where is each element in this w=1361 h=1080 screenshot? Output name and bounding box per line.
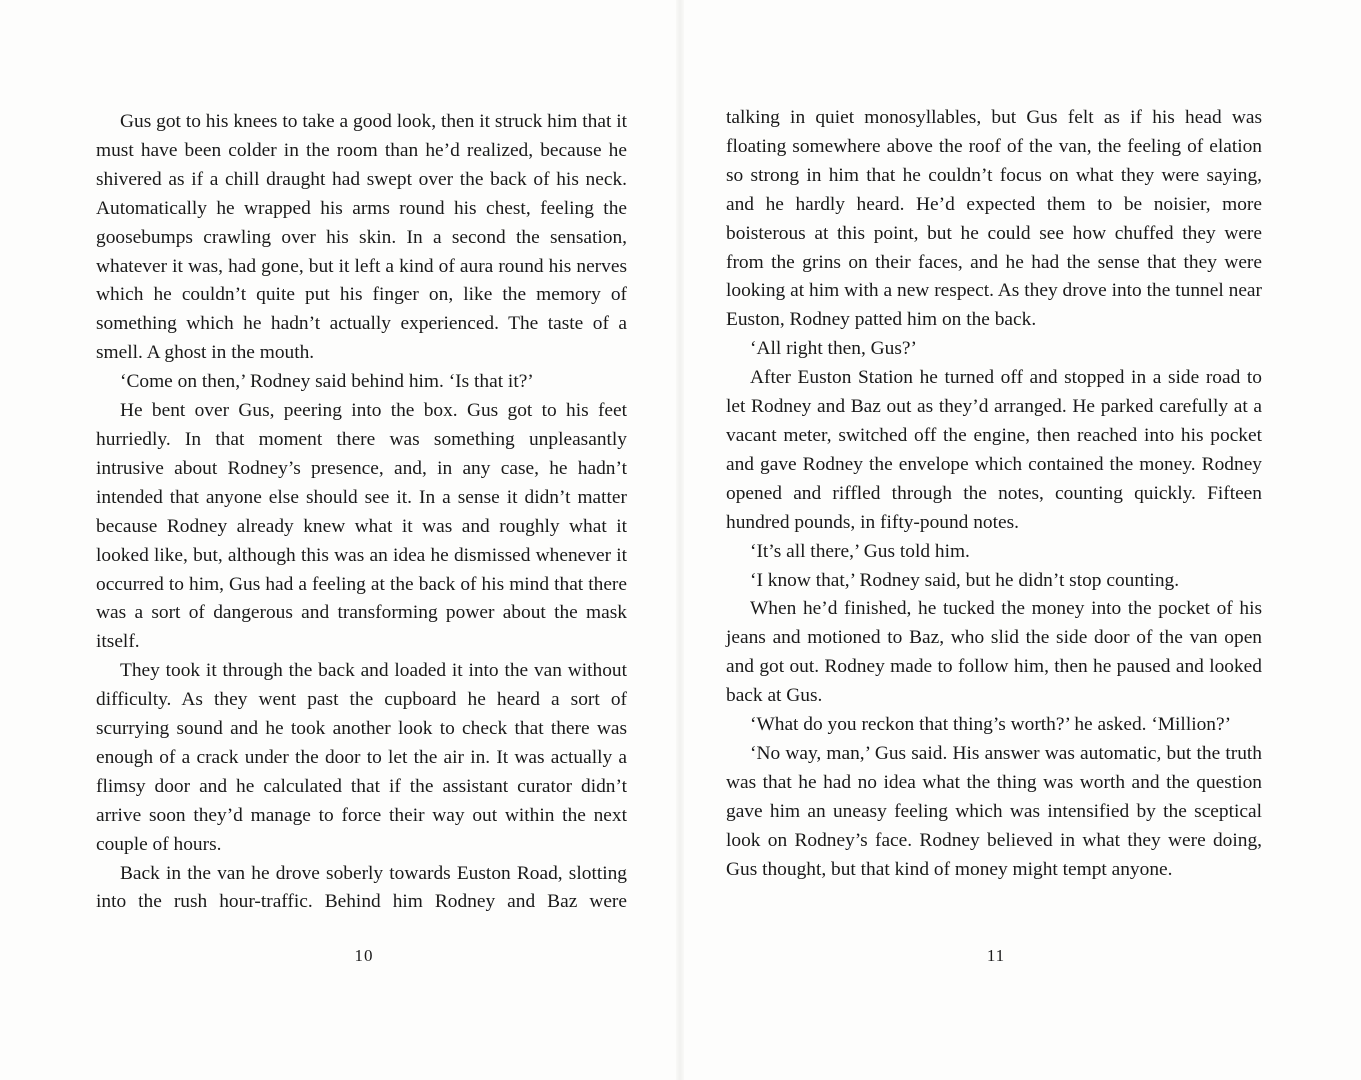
paragraph: ‘It’s all there,’ Gus told him.	[750, 540, 970, 562]
page-number-right: 11	[986, 946, 1006, 965]
paragraph: ‘No way, man,’ Gus said. His answer was automatic, but the truth was that he had no idea what the thing was worth and the question gave him an uneasy feeling which was intensified by the sceptical look on Rodney’s face. Rodney believed in what they were doing, Gus thought, but that kind of money might tempt anyone.	[726, 742, 1262, 880]
right-page	[680, 0, 1361, 1080]
paragraph: Gus got to his knees to take a good look, then it struck him that it must have been colder in the room than he’d realized, because he shivered as if a chill draught had swept over the back of his neck. Automatically he wrapped his arms round his chest, feeling the goosebumps crawling over his skin. In a second the sensation, whatever it was, had gone, but it left a kind of aura round his nerves which he couldn’t quite put his finger on, like the memory of something which he hadn’t actually experienced. The taste of a smell. A ghost in the mouth.	[96, 111, 627, 364]
paragraph: When he’d finished, he tucked the money into the pocket of his jeans and motioned to Baz, who slid the side door of the van open and got out. Rodney made to follow him, then he paused and looked back at Gus.	[726, 598, 1262, 707]
paragraph: They took it through the back and loaded it into the van without difficulty. As they went past the cupboard he heard a sort of scurrying sound and he took another look to check that there was enough of a crack under the door to let the air in. It was actually a flimsy door and he calculated that if the assistant curator didn’t arrive soon they’d manage to force their way out within the next couple of hours.	[96, 660, 627, 855]
paragraph: ‘All right then, Gus?’	[750, 338, 917, 360]
paragraph: Back in the van he drove soberly towards Euston Road, slotting into the rush hour-traffic. Behind him Rodney and Baz were	[96, 862, 627, 913]
paragraph: ‘What do you reckon that thing’s worth?’ he asked. ‘Million?’	[750, 714, 1232, 736]
left-page	[0, 0, 678, 1080]
left-page-text	[96, 108, 627, 917]
paragraph: He bent over Gus, peering into the box. Gus got to his feet hurriedly. In that moment there was something unpleasantly intrusive about Rodney’s presence, and, in any case, he hadn’t intended that anyone else should see it. In a sense it didn’t matter because Rodney already knew what it was and roughly what it looked like, but, although this was an idea he dismissed whenever it occurred to him, Gus had a feeling at the back of his mind that there was a sort of dangerous and transforming power about the mask itself.	[96, 400, 627, 653]
paragraph: talking in quiet monosyllables, but Gus felt as if his head was floating somewhere above the roof of the van, the feeling of elation so strong in him that he couldn’t focus on what they were saying, and he hardly heard. He’d expected them to be noisier, more boisterous at this point, but he could see how chuffed they were from the grins on their faces, and he had the sense that they were looking at him with a new respect. As they drove into the tunnel near Euston, Rodney patted him on the back.	[726, 107, 1262, 331]
paragraph: After Euston Station he turned off and stopped in a side road to let Rodney and Baz out as they’d arranged. He parked carefully at a vacant meter, switched off the engine, then reached into his pocket and gave Rodney the envelope which contained the money. Rodney opened and riffled through the notes, counting quickly. Fifteen hundred pounds, in fifty-pound notes.	[726, 367, 1262, 533]
paragraph: ‘I know that,’ Rodney said, but he didn’t stop counting.	[750, 569, 1180, 591]
page-number-left: 10	[354, 946, 374, 965]
right-page-text	[726, 104, 1262, 884]
paragraph: ‘Come on then,’ Rodney said behind him. ‘Is that it?’	[120, 371, 534, 393]
